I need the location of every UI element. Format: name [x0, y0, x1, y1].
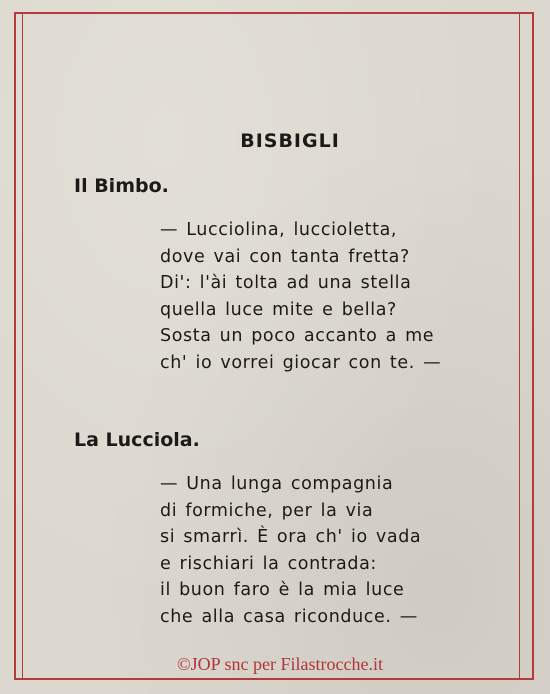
copyright-watermark: ©JOP snc per Filastrocche.it	[177, 654, 383, 674]
verse-line: dove vai con tanta fretta?	[160, 246, 410, 267]
stanza-lucciola	[160, 471, 421, 631]
speaker-lucciola: La Lucciola.	[74, 429, 200, 451]
poem-title: BISBIGLI	[240, 130, 340, 152]
border-inner-left-line	[22, 12, 23, 680]
verse-line: quella luce mite e bella?	[160, 299, 397, 320]
verse-line: — Lucciolina, luccioletta,	[160, 220, 398, 240]
verse-line: — Una lunga compagnia	[160, 474, 394, 494]
verse-line: si smarrì. È ora ch' io vada	[160, 527, 422, 548]
verse-line: che alla casa riconduce. —	[160, 606, 418, 627]
stanza-bimbo	[160, 217, 441, 377]
border-inner-right-line	[519, 12, 520, 680]
verse-line: ch' io vorrei giocar con te. —	[160, 352, 442, 373]
speaker-bimbo: Il Bimbo.	[74, 175, 169, 197]
verse-line: Di': l'ài tolta ad una stella	[160, 273, 412, 294]
verse-line: il buon faro è la mia luce	[160, 580, 405, 601]
verse-line: e rischiari la contrada:	[160, 553, 377, 574]
verse-line: Sosta un poco accanto a me	[160, 326, 435, 347]
verse-line: di formiche, per la via	[160, 500, 374, 521]
